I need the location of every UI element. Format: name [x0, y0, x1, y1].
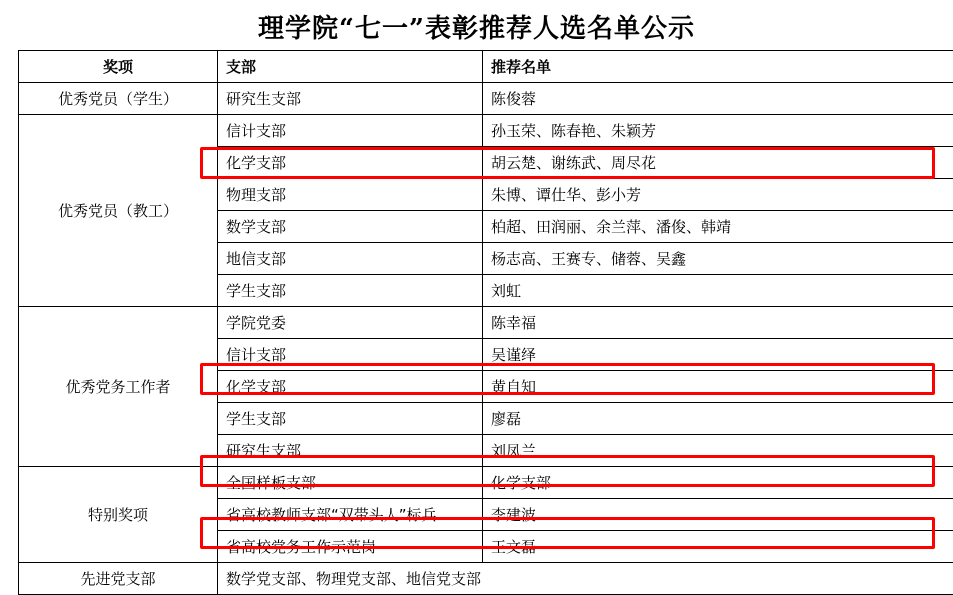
cell-names: 刘凤兰 [483, 435, 953, 467]
cell-branch: 全国样板支部 [218, 467, 483, 499]
cell-branch: 学院党委 [218, 307, 483, 339]
recommendation-table [18, 50, 953, 595]
cell-award: 优秀党员（学生） [19, 83, 218, 115]
table-row [19, 307, 953, 339]
cell-award: 先进党支部 [19, 563, 218, 595]
cell-names: 陈俊蓉 [483, 83, 953, 115]
column-header-award: 奖项 [19, 51, 218, 83]
cell-award: 特别奖项 [19, 467, 218, 563]
cell-award: 优秀党员（教工） [19, 115, 218, 307]
cell-names: 孙玉荣、陈春艳、朱颖芳 [483, 115, 953, 147]
cell-branch: 信计支部 [218, 115, 483, 147]
cell-branch: 研究生支部 [218, 83, 483, 115]
cell-branch: 化学支部 [218, 371, 483, 403]
table-row [19, 467, 953, 499]
cell-branch: 数学支部 [218, 211, 483, 243]
cell-names: 李建波 [483, 499, 953, 531]
cell-names: 陈幸福 [483, 307, 953, 339]
table-body [19, 51, 953, 595]
cell-branch: 信计支部 [218, 339, 483, 371]
cell-branch: 学生支部 [218, 275, 483, 307]
cell-names: 胡云楚、谢练武、周尽花 [483, 147, 953, 179]
cell-branch: 化学支部 [218, 147, 483, 179]
cell-branch: 省高校党务工作示范岗 [218, 531, 483, 563]
cell-branch: 研究生支部 [218, 435, 483, 467]
cell-branch: 物理支部 [218, 179, 483, 211]
cell-names: 廖磊 [483, 403, 953, 435]
cell-branch: 地信支部 [218, 243, 483, 275]
table-header-row [19, 51, 953, 83]
cell-names: 王文磊 [483, 531, 953, 563]
page-title: 理学院“七一”表彰推荐人选名单公示 [18, 8, 935, 45]
table-row [19, 115, 953, 147]
cell-names: 吴谨绎 [483, 339, 953, 371]
cell-names: 柏超、田润丽、余兰萍、潘俊、韩靖 [483, 211, 953, 243]
cell-branch: 学生支部 [218, 403, 483, 435]
cell-names: 化学支部 [483, 467, 953, 499]
cell-branch: 省高校教师支部“双带头人”标兵 [218, 499, 483, 531]
column-header-names: 推荐名单 [483, 51, 953, 83]
cell-names: 杨志高、王赛专、储蓉、吴鑫 [483, 243, 953, 275]
column-header-branch: 支部 [218, 51, 483, 83]
cell-names: 刘虹 [483, 275, 953, 307]
cell-branch: 数学党支部、物理党支部、地信党支部 [218, 563, 953, 595]
cell-award: 优秀党务工作者 [19, 307, 218, 467]
cell-names: 黄自知 [483, 371, 953, 403]
table-row [19, 83, 953, 115]
cell-names: 朱博、谭仕华、彭小芳 [483, 179, 953, 211]
